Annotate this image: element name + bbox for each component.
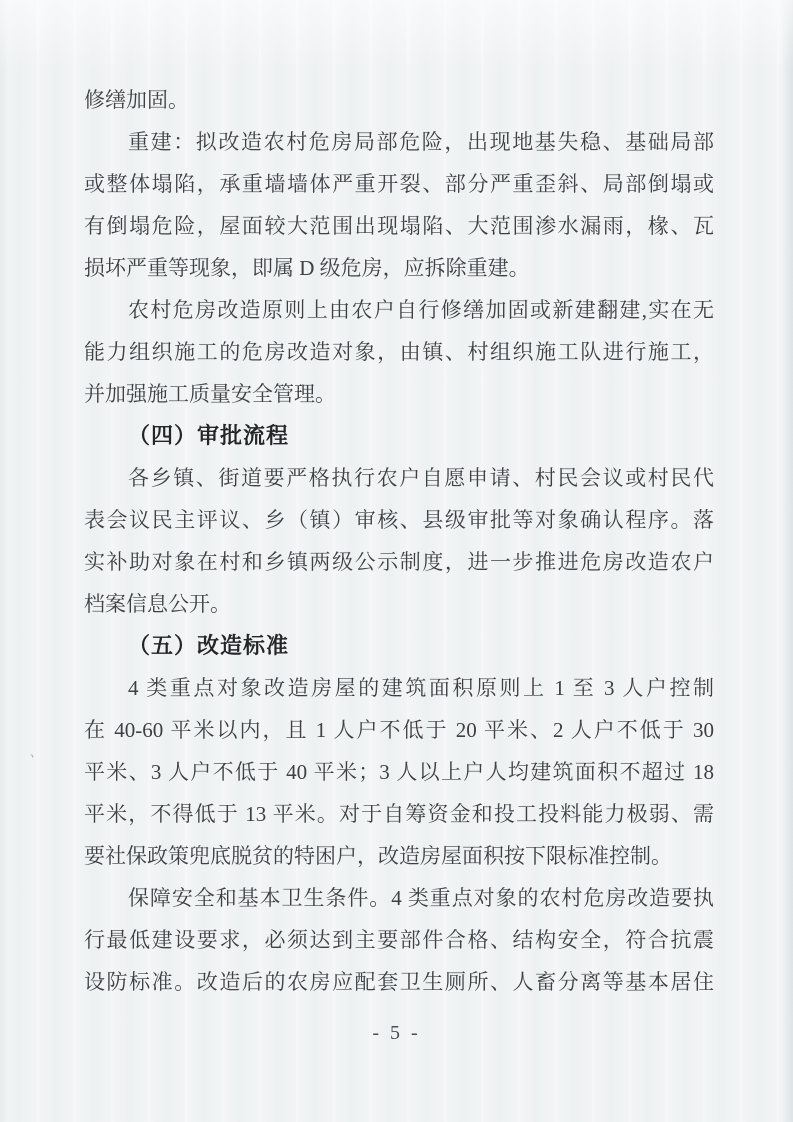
text-line: 能力组织施工的危房改造对象，由镇、村组织施工队进行施工， xyxy=(84,340,714,364)
text-line: 修缮加固。 xyxy=(84,88,189,112)
text-line: 在 40-60 平米以内，且 1 人户不低于 20 平米、2 人户不低于 30 xyxy=(84,718,714,742)
text-line: 重建：拟改造农村危房局部危险，出现地基失稳、基础局部 xyxy=(128,130,714,154)
text-line: 损坏严重等现象，即属 D 级危房，应拆除重建。 xyxy=(84,256,530,280)
page-number: - 5 - xyxy=(372,1022,421,1044)
text-line: 表会议民主评议、乡（镇）审核、县级审批等对象确认程序。落 xyxy=(84,508,714,532)
section-heading: （四）审批流程 xyxy=(128,423,290,448)
text-line: 各乡镇、街道要严格执行农户自愿申请、村民会议或村民代 xyxy=(128,466,714,490)
text-line: 要社保政策兜底脱贫的特困户，改造房屋面积按下限标准控制。 xyxy=(84,844,672,868)
text-line: 4 类重点对象改造房屋的建筑面积原则上 1 至 3 人户控制 xyxy=(128,676,714,700)
text-line: 平米，不得低于 13 平米。对于自筹资金和投工投料能力极弱、需 xyxy=(84,802,714,826)
text-line: 行最低建设要求，必须达到主要部件合格、结构安全，符合抗震 xyxy=(84,928,714,952)
text-line: 实补助对象在村和乡镇两级公示制度，进一步推进危房改造农户 xyxy=(84,550,714,574)
text-line: 平米、3 人户不低于 40 平米；3 人以上户人均建筑面积不超过 18 xyxy=(84,760,714,784)
text-line: 有倒塌危险，屋面较大范围出现塌陷、大范围渗水漏雨，椽、瓦 xyxy=(84,214,714,238)
text-line: 并加强施工质量安全管理。 xyxy=(84,382,336,406)
document-body xyxy=(84,79,714,1003)
section-heading: （五）改造标准 xyxy=(128,633,290,658)
text-line: 设防标准。改造后的农房应配套卫生厕所、人畜分离等基本居住 xyxy=(84,970,714,994)
text-line: 保障安全和基本卫生条件。4 类重点对象的农村危房改造要执 xyxy=(128,886,714,910)
scan-stray-mark: 、 xyxy=(28,745,45,762)
text-line: 或整体塌陷，承重墙墙体严重开裂、部分严重歪斜、局部倒塌或 xyxy=(84,172,714,196)
text-line: 农村危房改造原则上由农户自行修缮加固或新建翻建,实在无 xyxy=(128,298,714,322)
text-line: 档案信息公开。 xyxy=(84,592,231,616)
